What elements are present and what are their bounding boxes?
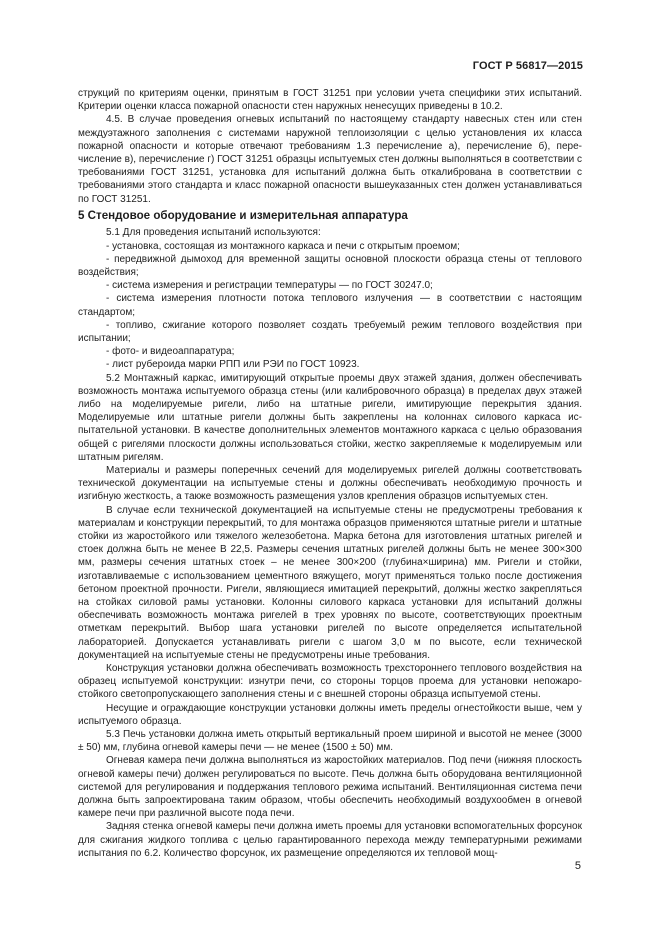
list-item: - передвижной дымоход для временной защиты основной плоскости образца стены от теплового воздействия; [78, 253, 582, 278]
page-body [78, 87, 582, 860]
list-item: - система измерения и регистрации температуры — по ГОСТ 30247.0; [106, 280, 433, 292]
paragraph-fire-chamber: Огневая камера печи должна выполняться из жаростойких материалов. Под печи (нижняя плоскость огневой камеры печи) должен регулироваться по высоте. Печь должна быть оборудована вентиляционной системой для регулирования и поддержания теплового режима испытаний. Вентиляционная система печи должна быть запроектирована таким образом, чтобы обеспечить необходимый воздухообмен в огневой камере печи при различной высоте пода печи. [78, 755, 582, 820]
paragraph-technical-doc: В случае если технической документацией на испытуемые стены не предусмотрены требования к материалам и конструкции перекрытий, то для монтажа образцов применяются штатные ригели и штатные стойки из жаростойкого или тяжелого железобетона. Марка бетона для изготовления штатных ригелей и стоек должна быть не менее В 22,5. Размеры сечения штатных ригелей должны быть не менее 300×300 мм, размеры сечения штатных стоек – не менее 300×200 (глубина×ширина) мм. Ригели и стойки, изготавливаемые с использованием цементного вяжущего, могут применяться только после достижения бетоном проектной прочности. Ригели, являющиеся имитацией перекрытий, должны жестко закрепляться на стойках силовой рамы установки. Колонны силового каркаса установки для испытаний должны обеспечивать возможность монтажа ригелей в трех уровнях по высоте, соответствующих проектным отметкам перекрытий. Выбор шага установки ригелей по высоте определяется испытательной лабораторией. Допускается устанавливать ригели с шагом 3,0 м по высоте, если технической документацией на испытуемые стены не предусмотрены иные требования. [78, 504, 582, 661]
paragraph-materials: Материалы и размеры поперечных сечений для моделируемых ригелей должны соответствовать технической документации на испытуемые стены и должны обеспечивать необходимую прочность и изгибную жесткость, а также возможность размещения узлов крепления образцов испытуемых стен. [78, 464, 582, 503]
list-item: - топливо, сжигание которого позволяет создать требуемый режим теплового воздействия при испытании; [78, 319, 582, 344]
paragraph-4-5: 4.5. В случае проведения огневых испытаний по настоящему стандарту навесных стен или стен междуэтажного заполнения с системами наружной теплоизоляции с целью установления их класса пожарной опасности и которые отвечают требованиям 1.3 перечисление а), перечисление б), перечисление в), перечисление г) ГОСТ 31251 образцы испытуемых стен должны выполняться в соответствии с требованиями ГОСТ 31251, установка для испытаний должна быть откалибрована в соответствии с требованиями этого стандарта и класс пожарной опасности вышеуказанных стен должен устанавливаться по ГОСТ 31251. [78, 114, 582, 205]
document-code-header: ГОСТ Р 56817—2015 [472, 60, 583, 72]
list-item: - лист рубероида марки РПП или РЭИ по ГОСТ 10923. [106, 359, 360, 371]
paragraph-rear-wall: Задняя стенка огневой камеры печи должна иметь проемы для установки вспомогательных форсунок для сжигания жидкого топлива с целью гарантированного перехода между температурными режимами испытания по 6.2. Количество форсунок, их размещение определяются их тепловой мощ- [78, 821, 582, 859]
paragraph-installation-design: Конструкция установки должна обеспечивать возможность трехстороннего теплового воздействия на образец испытуемой конструкции: изнутри печи, со стороны торцов проема для установки непожаростойкого светопропускающего заполнения стены и с внешней стороны образца испытуемой стены. [78, 663, 582, 701]
list-item: - система измерения плотности потока теплового излучения — в соответствии с настоящим стандартом; [78, 293, 582, 318]
section-5-title: 5 Стендовое оборудование и измерительная аппаратура [78, 208, 408, 222]
paragraph-continuation: струкций по критериям оценки, принятым в ГОСТ 31251 при условии учета специфики этих испытаний. Критерии оценки класса пожарной опасности стен наружных ненесущих приведены в 10.2. [78, 88, 582, 113]
paragraph-5-3: 5.3 Печь установки должна иметь открытый вертикальный проем шириной и высотой не менее (3000 ± 50) мм, глубина огневой камеры печи — не менее (1500 ± 50) мм. [78, 729, 582, 754]
page-number: 5 [574, 860, 581, 872]
paragraph-5-2: 5.2 Монтажный каркас, имитирующий открытые проемы двух этажей здания, должен обеспечивать возможность монтажа испытуемого образца стены (или калибровочного образца) в пределах двух этажей либо на моделируемые ригели, либо на штатные ригели, имитирующие перекрытия здания. Моделируемые или штатные ригели должны быть закреплены на колоннах силового каркаса испытательной установки. В качестве дополнительных элементов монтажного каркаса с целью образования общей с ригелями плоскости должны использоваться стойки, жестко закрепляемые к моделируемым или штатным ригелям. [78, 372, 582, 463]
paragraph-5-1: 5.1 Для проведения испытаний используются: [106, 227, 321, 239]
paragraph-fire-resistance: Несущие и ограждающие конструкции установки должны иметь пределы огнестойкости выше, чем у испытуемого образца. [78, 702, 582, 727]
list-item: - фото- и видеоаппаратура; [106, 346, 235, 358]
list-item: - установка, состоящая из монтажного каркаса и печи с открытым проемом; [106, 240, 460, 252]
